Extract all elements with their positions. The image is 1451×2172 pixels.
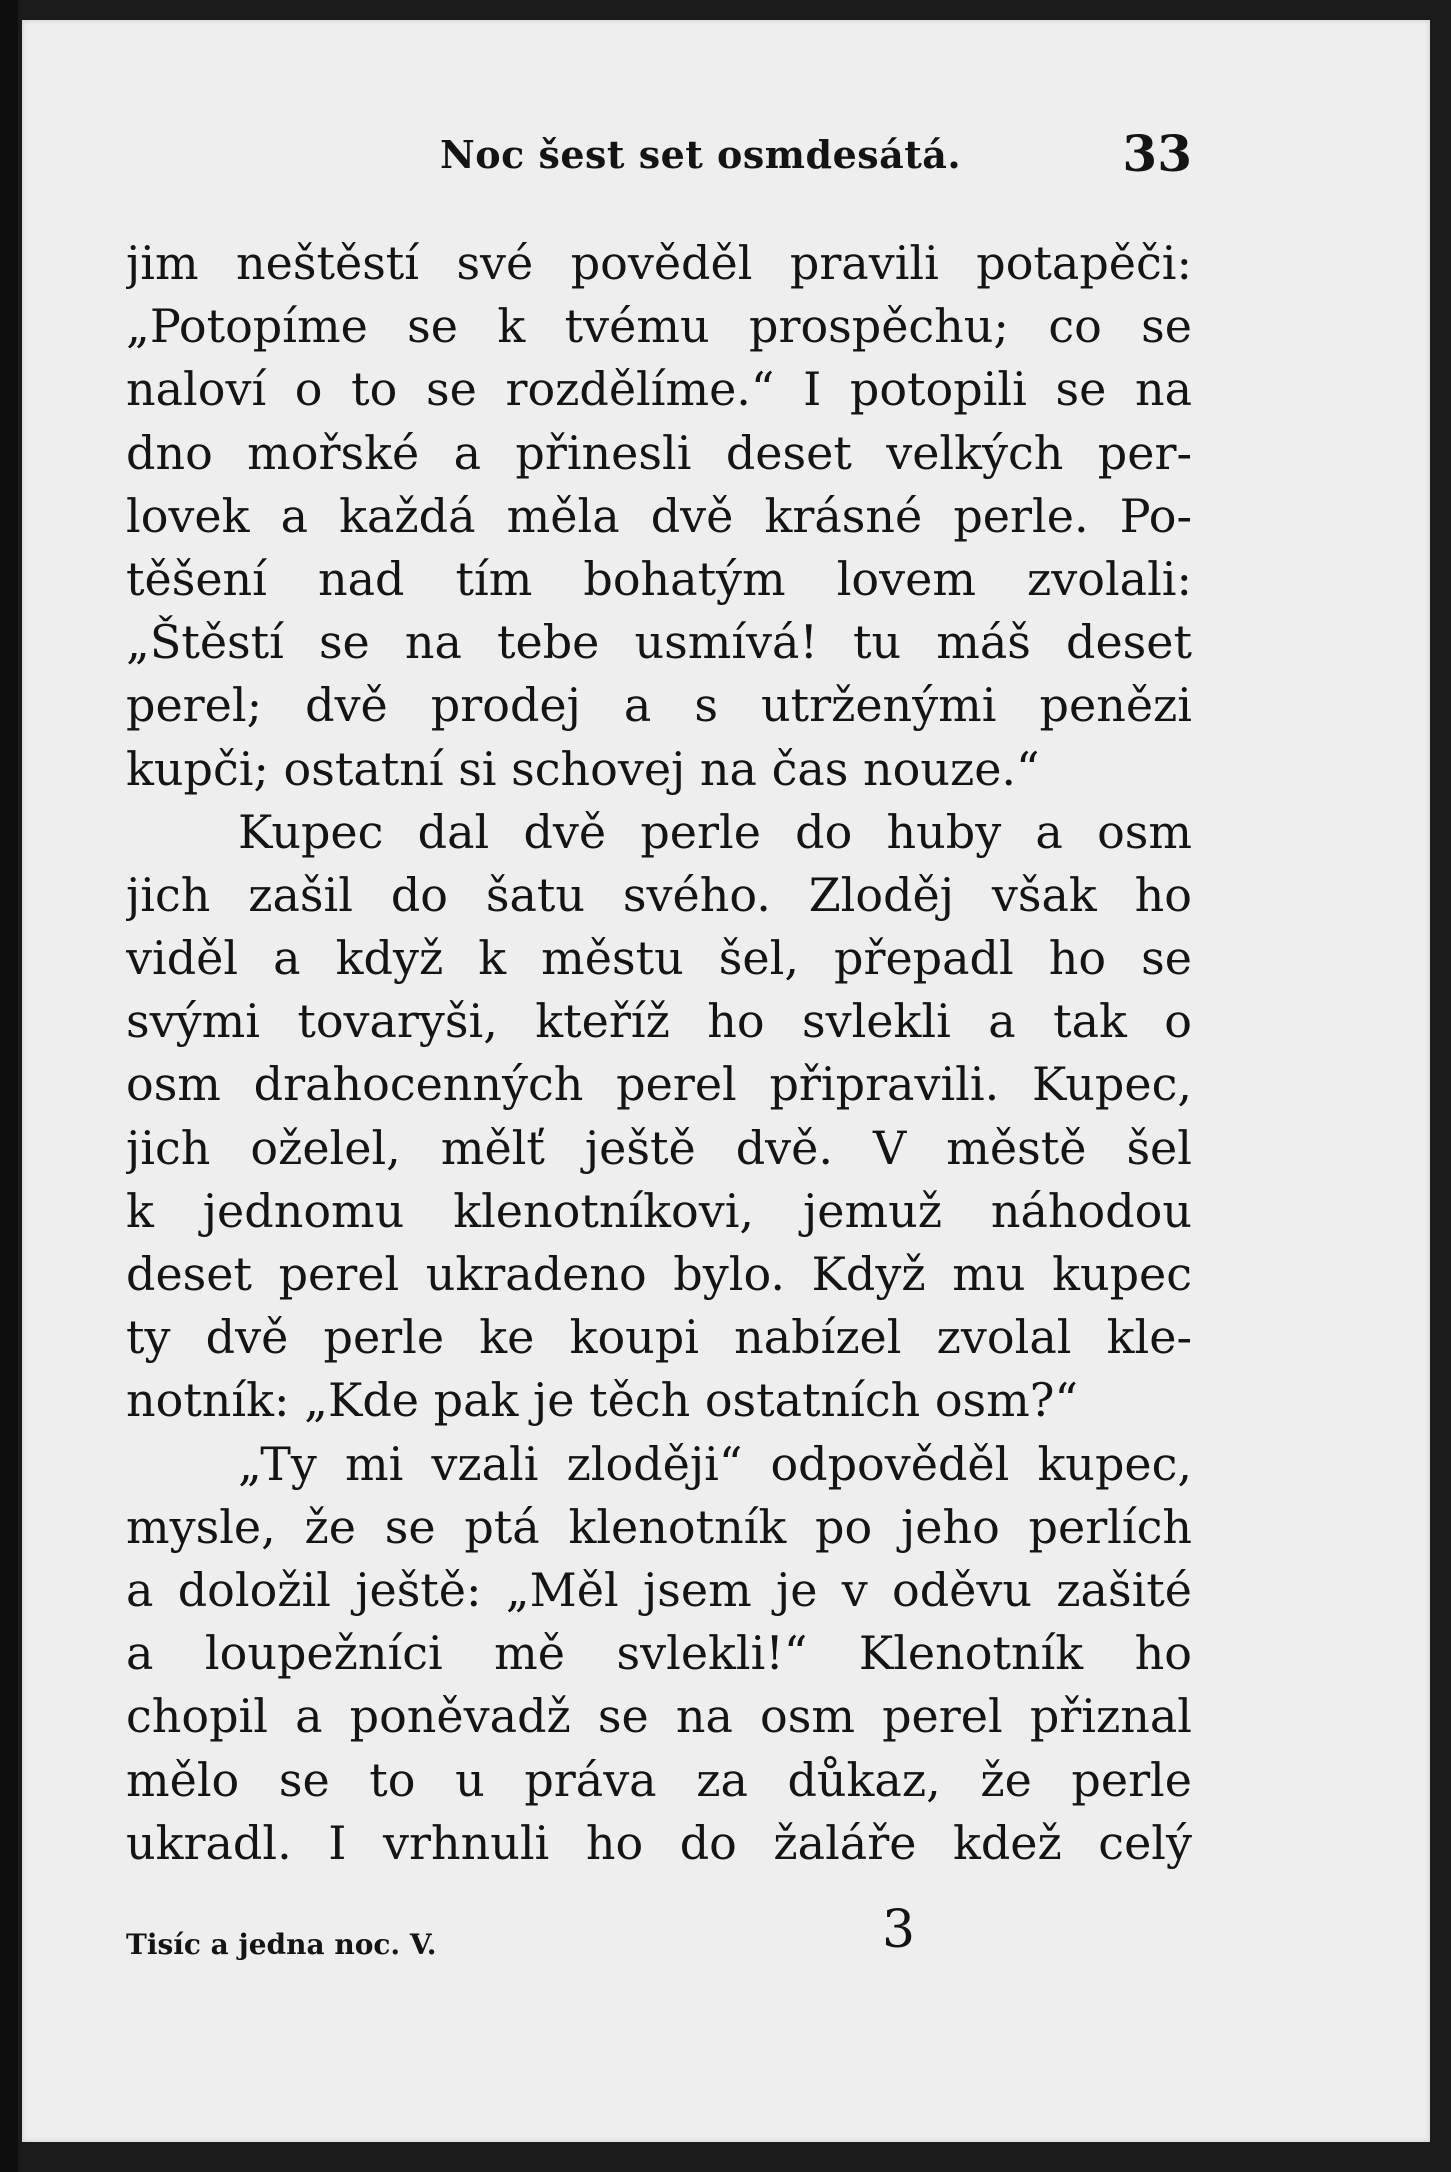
text-line: „Potopíme se k tvému prospěchu; co se [126,299,1192,354]
text-line: k jednomu klenotníkovi, jemuž náhodou [126,1183,1192,1238]
text-line: a doložil ještě: „Měl jsem je v oděvu zašité [126,1562,1192,1617]
text-line: kupči; ostatní si schovej na čas nouze.“ [126,741,1040,796]
signature-number: 3 [882,1900,916,1960]
text-line: „Ty mi vzali zloději“ odpověděl kupec, [238,1436,1192,1491]
page-footer [126,1900,1192,1970]
text-line: těšení nad tím bohatým lovem zvolali: [126,551,1192,606]
text-line: ty dvě perle ke koupi nabízel zvolal kle- [126,1310,1192,1365]
running-head: Noc šest set osmdesátá. [440,132,962,177]
text-line: a loupežníci mě svlekli!“ Klenotník ho [126,1626,1192,1681]
text-line: jich oželel, mělť ještě dvě. V městě šel [126,1120,1192,1175]
text-line: mělo se to u práva za důkaz, že perle [126,1752,1192,1807]
page-header [420,124,1228,188]
text-line: Kupec dal dvě perle do huby a osm [238,804,1192,859]
page-number: 33 [1122,124,1192,183]
text-line: dno mořské a přinesli deset velkých per- [126,425,1192,480]
text-line: chopil a poněvadž se na osm perel přiznal [126,1689,1192,1744]
text-line: perel; dvě prodej a s utrženými penězi [126,678,1192,733]
text-line: „Štěstí se na tebe usmívá! tu máš deset [126,615,1192,670]
text-line: deset perel ukradeno bylo. Když mu kupec [126,1247,1192,1301]
text-line: naloví o to se rozdělíme.“ I potopili se na [126,362,1192,417]
text-line: jim neštěstí své pověděl pravili potapěči: [126,236,1192,290]
text-line: notník: „Kde pak je těch ostatních osm?“ [126,1373,1078,1428]
text-line: jich zašil do šatu svého. Zloděj však ho [126,867,1192,922]
signature-line: Tisíc a jedna noc. V. [126,1928,437,1961]
book-binding-edge [0,0,18,2172]
text-line: lovek a každá měla dvě krásné perle. Po- [126,488,1192,543]
text-line: ukradl. I vrhnuli ho do žaláře kdež celý [126,1815,1192,1870]
text-line: mysle, že se ptá klenotník po jeho perlích [126,1499,1192,1554]
text-line: svými tovaryši, kteříž ho svlekli a tak o [126,994,1192,1049]
text-line: viděl a když k městu šel, přepadl ho se [126,931,1192,986]
body-text [126,232,1192,1875]
text-line: osm drahocenných perel připravili. Kupec, [126,1057,1192,1112]
